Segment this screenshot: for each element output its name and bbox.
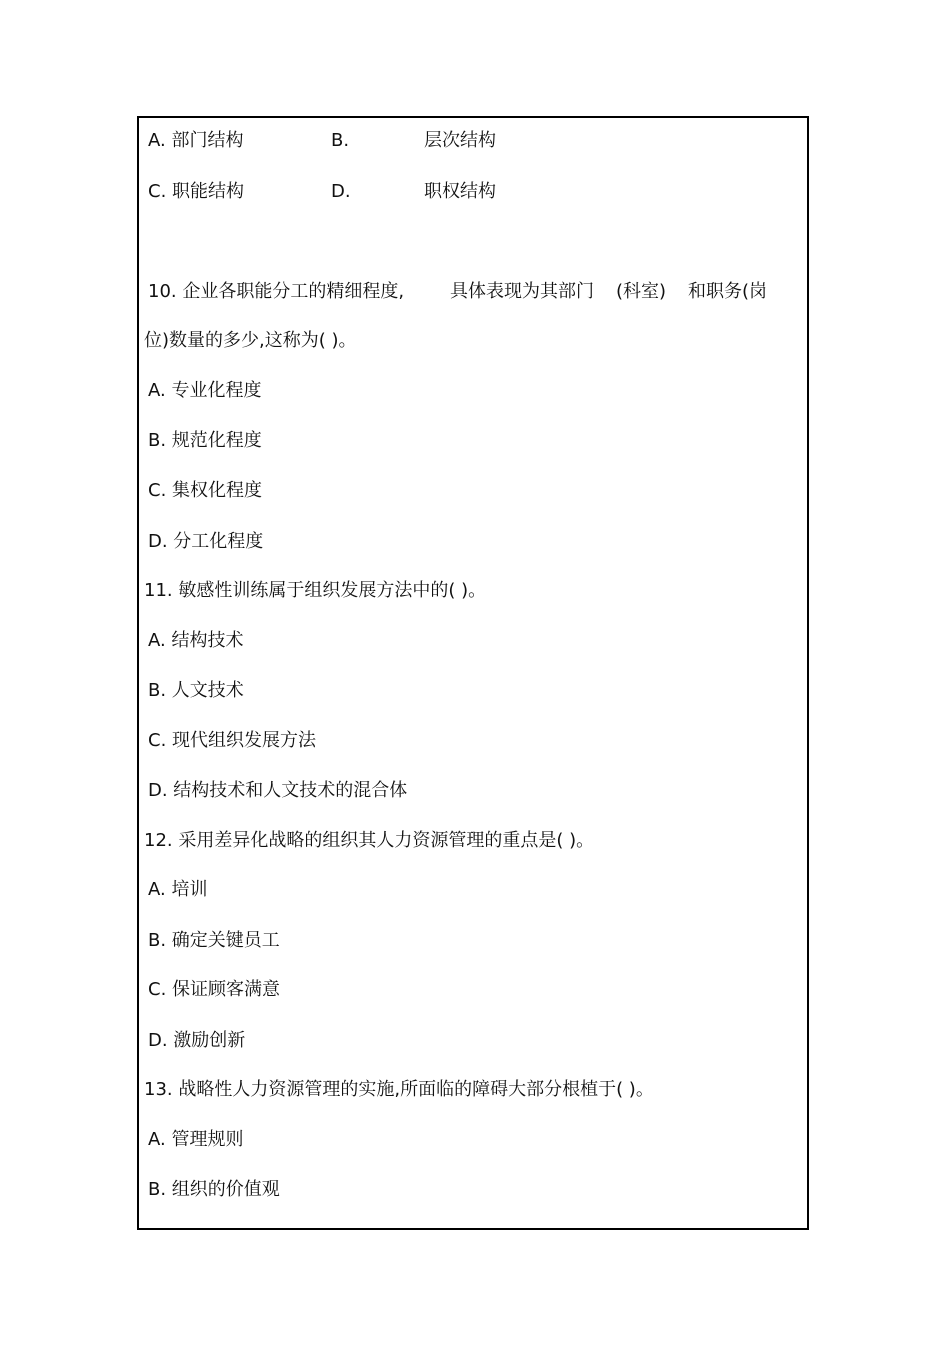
q10-stem-part-4: 和职务(岗 xyxy=(688,281,768,302)
option-a: A. 部门结构 xyxy=(148,130,244,151)
option-d-letter: D. xyxy=(331,181,351,202)
q13-stem: 13. 战略性人力资源管理的实施,所面临的障碍大部分根植于( )。 xyxy=(144,1079,654,1100)
q10-option-b: B. 规范化程度 xyxy=(148,430,262,451)
q11-stem: 11. 敏感性训练属于组织发展方法中的( )。 xyxy=(144,580,487,601)
q10-option-c: C. 集权化程度 xyxy=(148,480,263,501)
q13-option-b: B. 组织的价值观 xyxy=(148,1179,280,1200)
q12-option-d: D. 激励创新 xyxy=(148,1030,246,1051)
option-b-letter: B. xyxy=(331,130,350,151)
q11-option-b: B. 人文技术 xyxy=(148,680,244,701)
q10-stem-part-1: 10. 企业各职能分工的精细程度, xyxy=(148,281,405,302)
q13-option-a: A. 管理规则 xyxy=(148,1129,244,1150)
q12-option-b: B. 确定关键员工 xyxy=(148,930,280,951)
q12-option-a: A. 培训 xyxy=(148,879,208,900)
q10-option-d: D. 分工化程度 xyxy=(148,531,264,552)
q10-stem-part-3: (科室) xyxy=(616,281,667,302)
option-d-text: 职权结构 xyxy=(424,181,496,202)
q11-option-a: A. 结构技术 xyxy=(148,630,244,651)
q11-option-d: D. 结构技术和人文技术的混合体 xyxy=(148,780,408,801)
q10-stem-part-2: 具体表现为其部门 xyxy=(450,281,594,302)
q12-option-c: C. 保证顾客满意 xyxy=(148,979,281,1000)
option-b-text: 层次结构 xyxy=(424,130,496,151)
option-c: C. 职能结构 xyxy=(148,181,245,202)
q10-stem-line-2: 位)数量的多少,这称为( )。 xyxy=(144,330,357,351)
q11-option-c: C. 现代组织发展方法 xyxy=(148,730,317,751)
q10-option-a: A. 专业化程度 xyxy=(148,380,262,401)
q12-stem: 12. 采用差异化战略的组织其人力资源管理的重点是( )。 xyxy=(144,830,595,851)
